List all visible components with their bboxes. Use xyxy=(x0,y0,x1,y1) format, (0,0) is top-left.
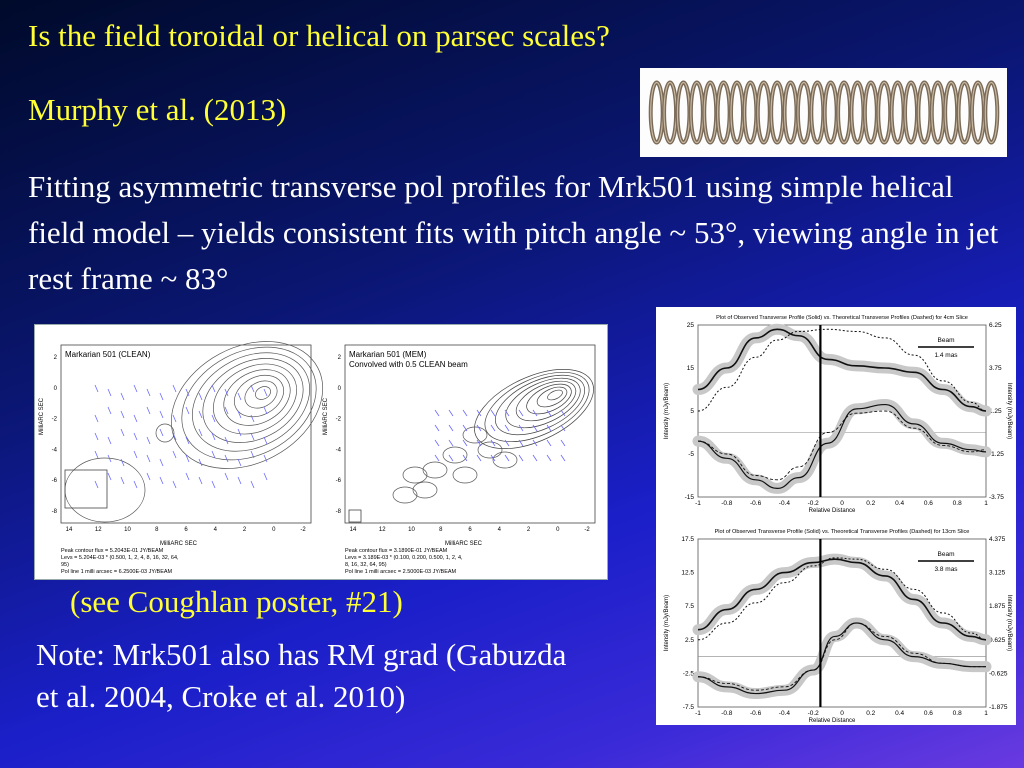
xtick-label: 0.6 xyxy=(923,500,933,507)
ytick-right-label: 4.375 xyxy=(989,536,1006,543)
xaxis-label: Relative Distance xyxy=(808,718,856,724)
clean-map-title: Markarian 501 (CLEAN) xyxy=(65,350,151,359)
xtick-label: -0.2 xyxy=(807,500,819,507)
pol-vector xyxy=(212,481,215,488)
pol-vector xyxy=(547,410,551,416)
ytick-label: -7.5 xyxy=(682,704,694,711)
xtick-label: 1 xyxy=(984,710,988,717)
pol-vector xyxy=(95,481,98,488)
pol-vector xyxy=(505,440,509,446)
spring-illustration xyxy=(640,68,1007,157)
pol-vector xyxy=(186,473,189,480)
xtick-label: 0.4 xyxy=(895,710,905,717)
beam-label: Beam xyxy=(937,337,955,344)
pol-vector xyxy=(251,481,254,488)
pol-vector xyxy=(160,477,163,484)
contour-line xyxy=(463,427,487,443)
map-ytick-label: -6 xyxy=(51,478,57,485)
pol-vector xyxy=(547,455,551,461)
pol-vector xyxy=(108,389,111,396)
pol-vector xyxy=(533,425,537,431)
xtick-label: 0.2 xyxy=(866,500,876,507)
pol-vector xyxy=(519,455,523,461)
xtick-label: -0.4 xyxy=(778,710,791,717)
contour-line xyxy=(253,384,273,402)
pol-vector xyxy=(95,433,98,440)
pol-vector xyxy=(121,411,124,418)
map-ytick-label: 2 xyxy=(53,355,57,361)
pol-vector xyxy=(449,410,453,416)
ytick-label: 2.5 xyxy=(684,636,694,644)
clean-map-xlabel: MilliARC SEC xyxy=(160,541,198,547)
pol-vector xyxy=(147,389,150,396)
pol-vector xyxy=(121,459,124,466)
pol-vector xyxy=(160,459,163,466)
map-footer-line: Levs = 3.189E-03 * (0.100, 0.200, 0.500, 1, 2, 4, xyxy=(345,555,463,561)
pol-vector xyxy=(134,385,137,392)
map-xtick-label: 6 xyxy=(468,527,472,533)
ytick-right-label: -1.875 xyxy=(989,704,1008,711)
note-paragraph: Note: Mrk501 also has RM grad (Gabuzda et al. 2004, Croke et al. 2010) xyxy=(36,637,567,714)
map-ytick-label: 0 xyxy=(53,385,57,392)
map-xtick-label: -2 xyxy=(584,527,590,533)
map-xtick-label: 8 xyxy=(155,527,159,533)
map-xtick-label: 10 xyxy=(124,527,131,533)
mem-beam-box xyxy=(349,510,361,522)
ytick-label: 25 xyxy=(686,322,694,329)
pol-vector xyxy=(225,473,228,480)
ytick-right-label: 1.875 xyxy=(989,603,1006,611)
contour-line xyxy=(413,482,437,498)
pol-vector xyxy=(463,410,467,416)
pol-vector xyxy=(561,440,565,446)
xtick-label: 0 xyxy=(840,500,844,507)
map-xtick-label: 14 xyxy=(65,527,73,533)
xtick-label: 0.8 xyxy=(952,710,962,717)
yaxis-right-label: Intensity (mJy/Beam) xyxy=(1006,382,1012,440)
contour-line xyxy=(493,452,517,468)
pol-vector xyxy=(199,411,202,418)
clean-map-ylabel: MilliARC SEC xyxy=(39,397,45,435)
pol-vector xyxy=(160,429,163,436)
pol-vector xyxy=(477,410,481,416)
pol-vector xyxy=(251,385,254,392)
pol-vector xyxy=(435,455,439,461)
map-ytick-label: 2 xyxy=(337,355,341,361)
pol-vector xyxy=(435,440,439,446)
xtick-label: 0.2 xyxy=(866,710,876,717)
ytick-right-label: 6.25 xyxy=(989,322,1002,329)
ytick-right-label: -3.75 xyxy=(989,494,1004,501)
pol-vector xyxy=(264,407,267,414)
map-footer-line: Peak contour flux = 3.1890E-01 JY/BEAM xyxy=(345,548,448,554)
xtick-label: 0.6 xyxy=(923,710,933,717)
pol-vector xyxy=(121,429,124,436)
pol-vector xyxy=(95,385,98,392)
ytick-label: 15 xyxy=(686,365,694,372)
contour-line xyxy=(423,462,447,478)
xtick-label: -1 xyxy=(695,500,701,507)
pol-vector xyxy=(199,393,202,400)
pol-vector xyxy=(108,437,111,444)
contour-line xyxy=(510,373,582,429)
contour-line xyxy=(65,458,145,522)
pol-vector xyxy=(121,477,124,484)
map-xtick-label: 10 xyxy=(408,527,415,533)
contour-line xyxy=(453,467,477,483)
contour-line xyxy=(546,388,564,402)
pol-vector xyxy=(264,389,267,396)
pol-vector xyxy=(212,385,215,392)
xtick-label: -0.6 xyxy=(749,710,762,717)
pol-vector xyxy=(533,440,537,446)
pol-vector xyxy=(505,425,509,431)
pol-vector xyxy=(225,389,228,396)
pol-vector xyxy=(147,437,150,444)
map-footer-line: Peak contour flux = 5.2043E-01 JY/BEAM xyxy=(61,548,164,554)
pol-vector xyxy=(147,407,150,414)
pol-vector xyxy=(134,433,137,440)
transverse-profiles-figure xyxy=(656,307,1016,725)
map-footer-line: 8, 16, 32, 64, 95) xyxy=(345,562,387,568)
profile-chart-2 xyxy=(664,529,1012,724)
map-ytick-label: -6 xyxy=(335,478,341,485)
ytick-label: -15 xyxy=(684,494,694,501)
mem-map-panel xyxy=(323,345,606,575)
map-footer-line: Levs = 5.204E-03 * (0.500, 1, 2, 4, 8, 16, 32, 64, xyxy=(61,555,179,561)
pol-vector xyxy=(238,411,241,418)
ytick-label: 12.5 xyxy=(681,569,694,577)
pol-vector xyxy=(251,433,254,440)
poster-caption: (see Coughlan poster, #21) xyxy=(70,584,403,619)
mem-map-title: Markarian 501 (MEM) xyxy=(349,350,427,359)
pol-vector xyxy=(238,477,241,484)
map-xtick-label: 0 xyxy=(272,527,276,533)
profile-chart-title: Plot of Observed Transverse Profile (Solid) vs. Theoretical Transverse Profiles (Dashed) for 13cm Slice xyxy=(714,529,970,535)
yaxis-label: Intensity (mJy/Beam) xyxy=(664,594,670,652)
map-xtick-label: 12 xyxy=(378,527,386,533)
helical-spring-image xyxy=(640,68,1007,157)
ytick-right-label: 3.75 xyxy=(989,365,1002,372)
pol-vector xyxy=(160,411,163,418)
contour-line xyxy=(149,325,345,494)
map-footer-line: 95) xyxy=(61,562,69,568)
map-xtick-label: 8 xyxy=(439,527,443,533)
pol-vector xyxy=(238,393,241,400)
contour-line xyxy=(393,487,417,503)
pol-vector xyxy=(491,440,495,446)
map-ytick-label: -4 xyxy=(335,447,341,454)
xtick-label: -0.8 xyxy=(721,710,733,717)
map-xtick-label: 4 xyxy=(213,527,217,533)
pol-vector xyxy=(108,473,111,480)
ytick-label: 7.5 xyxy=(684,603,694,611)
map-footer-line: Pol line 1 milli arcsec = 6.2500E-03 JY/BEAM xyxy=(61,569,173,575)
pol-vector xyxy=(449,425,453,431)
pol-vector xyxy=(173,451,176,458)
pol-vector xyxy=(533,455,537,461)
pol-vector xyxy=(186,407,189,414)
yaxis-label: Intensity (mJy/Beam) xyxy=(664,382,670,440)
map-ytick-label: 0 xyxy=(337,385,341,392)
xtick-label: -0.8 xyxy=(721,500,733,507)
mem-map-subtitle: Convolved with 0.5 CLEAN beam xyxy=(349,360,468,369)
pol-vector xyxy=(435,425,439,431)
contour-line xyxy=(156,424,174,442)
xtick-label: 1 xyxy=(984,500,988,507)
pol-vector xyxy=(160,393,163,400)
map-ytick-label: -2 xyxy=(51,416,57,423)
map-xtick-label: 14 xyxy=(349,527,357,533)
contour-line xyxy=(462,353,605,465)
contour-line xyxy=(478,442,502,458)
ytick-right-label: 3.125 xyxy=(989,569,1006,577)
pol-vector xyxy=(435,410,439,416)
pol-vector xyxy=(449,440,453,446)
contour-line xyxy=(188,342,318,460)
pol-vector xyxy=(199,477,202,484)
beam-label: Beam xyxy=(937,551,955,558)
beam-value: 1.4 mas xyxy=(934,352,958,359)
pol-vector xyxy=(477,455,481,461)
contour-line xyxy=(403,467,427,483)
map-xtick-label: 4 xyxy=(497,527,501,533)
clean-map-panel xyxy=(39,325,345,575)
pol-vector xyxy=(533,410,537,416)
pol-vector xyxy=(491,425,495,431)
slide-title: Is the field toroidal or helical on parsec scales? xyxy=(28,18,610,53)
contour-line xyxy=(201,350,309,448)
contour-line xyxy=(534,383,570,411)
pol-vector xyxy=(449,455,453,461)
mem-map-ylabel: MilliARC SEC xyxy=(323,397,329,435)
polarization-maps-figure xyxy=(34,324,608,580)
pol-vector xyxy=(134,415,137,422)
ytick-right-label: 0.625 xyxy=(989,636,1006,644)
map-xtick-label: 0 xyxy=(556,527,560,533)
pol-vector xyxy=(505,455,509,461)
pol-vector xyxy=(519,410,523,416)
map-ytick-label: -8 xyxy=(335,509,341,515)
pol-vector xyxy=(134,481,137,488)
pol-vector xyxy=(147,473,150,480)
pol-vector xyxy=(108,407,111,414)
pol-vector xyxy=(264,473,267,480)
profile-chart-1 xyxy=(664,315,1012,514)
reference-citation: Murphy et al. (2013) xyxy=(28,92,287,127)
pol-vector xyxy=(251,415,254,422)
xtick-label: 0.4 xyxy=(895,500,905,507)
pol-vector xyxy=(173,415,176,422)
pol-vector xyxy=(95,415,98,422)
map-xtick-label: 2 xyxy=(526,527,531,533)
transverse-profiles-svg xyxy=(656,307,1016,725)
map-footer-line: Pol line 1 milli arcsec = 2.5000E-03 JY/BEAM xyxy=(345,569,457,575)
pol-vector xyxy=(561,455,565,461)
mem-map-contours xyxy=(393,353,606,503)
polarization-maps-svg xyxy=(35,325,607,579)
pol-vector xyxy=(199,429,202,436)
profile-chart-title: Plot of Observed Transverse Profile (Solid) vs. Theoretical Transverse Profiles (Dashed) for 4cm Slice xyxy=(716,315,968,321)
pol-vector xyxy=(173,481,176,488)
pol-vector xyxy=(238,429,241,436)
xtick-label: -0.6 xyxy=(749,500,762,507)
pol-vector xyxy=(121,393,124,400)
xtick-label: -0.2 xyxy=(807,710,819,717)
pol-vector xyxy=(264,437,267,444)
error-band xyxy=(698,405,986,489)
clean-beam-box xyxy=(65,470,107,508)
map-ytick-label: -8 xyxy=(51,509,57,515)
ytick-right-label: -0.625 xyxy=(989,670,1008,678)
ytick-label: -5 xyxy=(688,451,694,458)
pol-vector xyxy=(134,451,137,458)
map-xtick-label: -2 xyxy=(300,527,306,533)
beam-value: 3.8 mas xyxy=(934,566,958,573)
pol-vector xyxy=(173,385,176,392)
pol-vector xyxy=(199,459,202,466)
ytick-label: 17.5 xyxy=(681,536,694,543)
yaxis-right-label: Intensity (mJy/Beam) xyxy=(1006,594,1012,652)
pol-vector xyxy=(491,410,495,416)
map-ytick-label: -2 xyxy=(335,416,341,423)
body-paragraph: Fitting asymmetric transverse pol profiles for Mrk501 using simple helical field model – yields consistent fits with pitch angle ~ 53°, viewing angle in jet rest frame ~ 83° xyxy=(28,169,999,296)
pol-vector xyxy=(225,455,228,462)
map-xtick-label: 2 xyxy=(242,527,247,533)
map-xtick-label: 6 xyxy=(184,527,188,533)
mem-map-xlabel: MilliARC SEC xyxy=(445,541,483,547)
ytick-label: -2.5 xyxy=(682,670,694,678)
xtick-label: -1 xyxy=(695,710,701,717)
ytick-right-label: -1.25 xyxy=(989,451,1004,458)
xtick-label: -0.4 xyxy=(778,500,791,507)
contour-line xyxy=(162,325,336,482)
ytick-label: 5 xyxy=(690,408,694,415)
ytick-right-label: 1.25 xyxy=(989,408,1002,415)
xtick-label: 0 xyxy=(840,710,844,717)
map-ytick-label: -4 xyxy=(51,447,57,454)
xtick-label: 0.8 xyxy=(952,500,962,507)
xaxis-label: Relative Distance xyxy=(808,508,856,514)
pol-vector xyxy=(95,451,98,458)
map-xtick-label: 12 xyxy=(94,527,102,533)
contour-line xyxy=(227,367,291,425)
pol-vector xyxy=(238,459,241,466)
pol-vector xyxy=(547,440,551,446)
pol-vector xyxy=(147,455,150,462)
contour-line xyxy=(474,358,599,456)
